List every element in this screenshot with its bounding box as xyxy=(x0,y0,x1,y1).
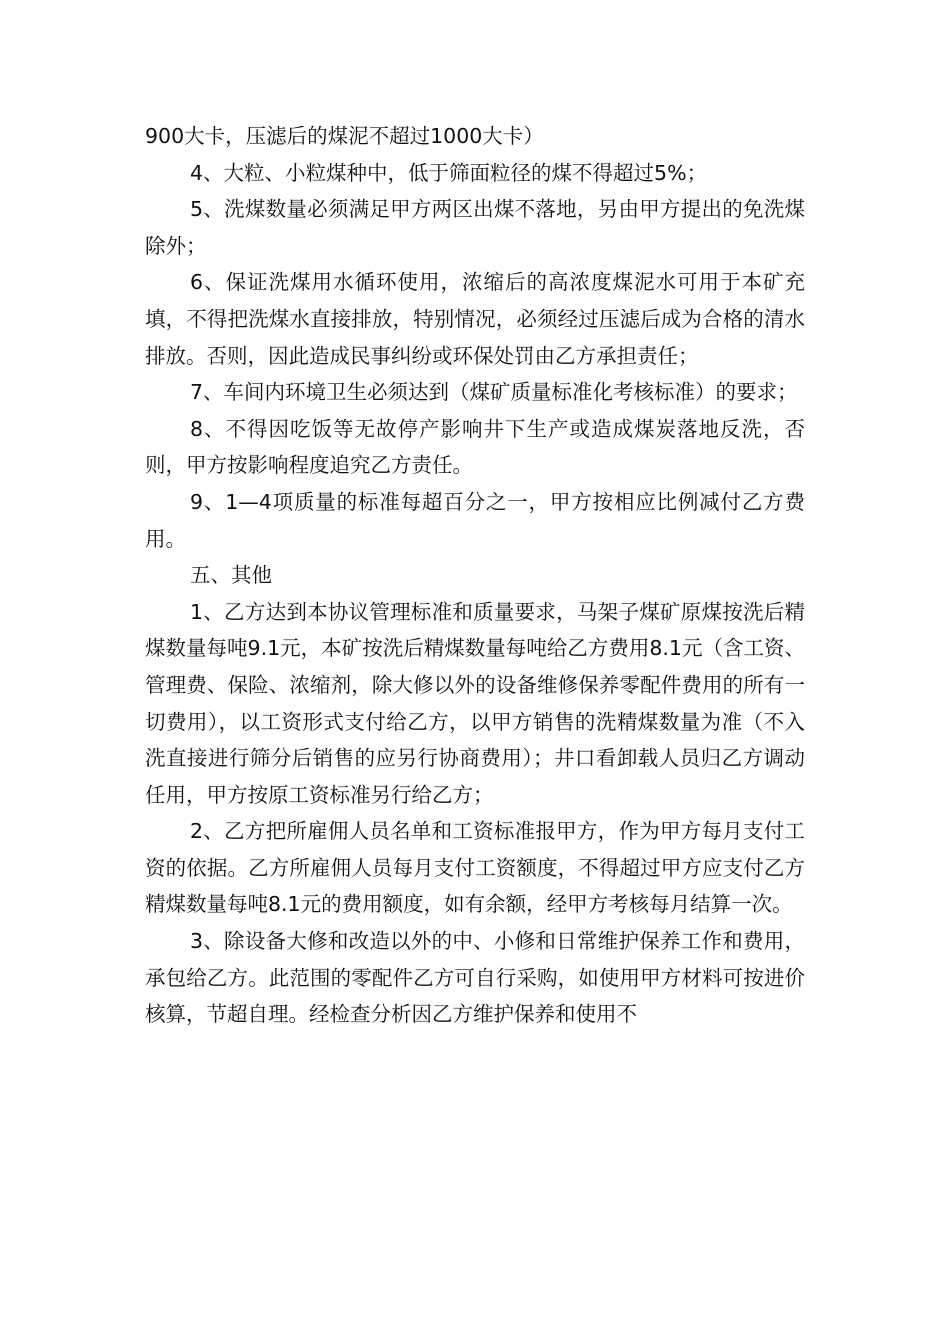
paragraph-item-9: 9、1—4项质量的标准每超百分之一，甲方按相应比例减付乙方费用。 xyxy=(145,489,805,551)
paragraph-other-2: 2、乙方把所雇佣人员名单和工资标准报甲方，作为甲方每月支付工资的依据。乙方所雇佣人员每月支付工资额度，不得超过甲方应支付乙方精煤数量每吨8.1元的费用额度，如有余额，经甲方考核每月结算一次。 xyxy=(145,819,805,917)
paragraph-item-4: 4、大粒、小粒煤种中，低于筛面粒径的煤不得超过5%； xyxy=(190,160,708,185)
section-heading-other: 五、其他 xyxy=(190,563,272,588)
paragraph-item-5: 5、洗煤数量必须满足甲方两区出煤不落地，另由甲方提出的免洗煤除外； xyxy=(145,197,805,258)
paragraph-other-3: 3、除设备大修和改造以外的中、小修和日常维护保养工作和费用，承包给乙方。此范围的零配件乙方可自行采购，如使用甲方材料可按进价核算，节超自理。经检查分析因乙方维护保养和使用不 xyxy=(145,929,805,1027)
paragraph-other-1: 1、乙方达到本协议管理标准和质量要求，马架子煤矿原煤按洗后精煤数量每吨9.1元，本矿按洗后精煤数量每吨给乙方费用8.1元（含工资、管理费、保险、浓缩剂，除大修以外的设备维修保养零配件费用的所有一切费用），以工资形式支付给乙方，以甲方销售的洗精煤数量为准（不入洗直接进行筛分后销售的应另行协商费用）；井口看卸载人员归乙方调动任用，甲方按原工资标准另行给乙方； xyxy=(145,599,805,807)
paragraph-item-7: 7、车间内环境卫生必须达到（煤矿质量标准化考核标准）的要求； xyxy=(190,380,798,405)
document-body xyxy=(145,118,805,1033)
paragraph-continuation: 900大卡，压滤后的煤泥不超过1000大卡） xyxy=(145,124,544,148)
paragraph-item-8: 8、不得因吃饭等无故停产影响井下生产或造成煤炭落地反洗，否则，甲方按影响程度追究乙方责任。 xyxy=(145,416,805,478)
paragraph-item-6: 6、保证洗煤用水循环使用，浓缩后的高浓度煤泥水可用于本矿充填，不得把洗煤水直接排放，特别情况，必须经过压滤后成为合格的清水排放。否则，因此造成民事纠纷或环保处罚由乙方承担责任； xyxy=(145,270,805,368)
